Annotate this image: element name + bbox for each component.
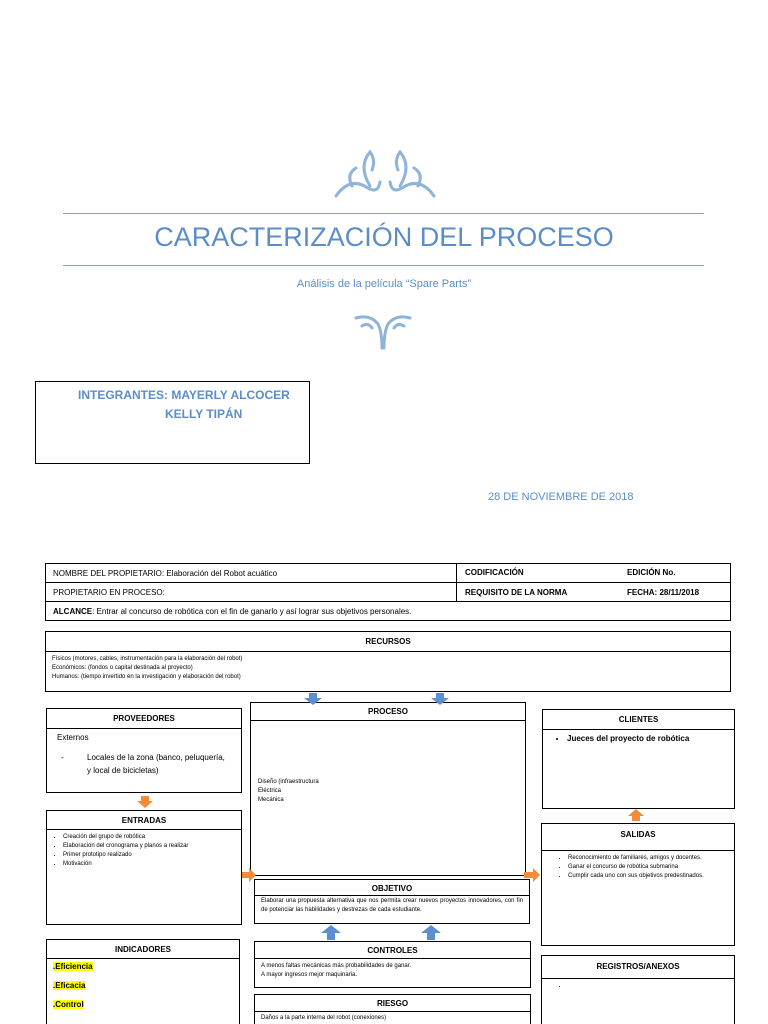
controles-box [254,941,531,988]
recursos-lines [52,655,242,682]
indicadores-divider [47,958,239,959]
recursos-title: RECURSOS [365,637,411,646]
indicadores-box [46,939,240,1024]
registros-title: REGISTROS/ANEXOS [596,962,680,971]
entradas-box [46,810,242,925]
norm-requirement-text: REQUISITO DE LA NORMA [465,588,568,597]
proveedores-title: PROVEEDORES [113,714,175,723]
report-date: 28 DE NOVIEMBRE DE 2018 [488,491,634,503]
edition-text: EDICIÓN No. [627,568,676,577]
entradas-item: • Motivación [63,860,248,869]
clientes-divider [543,729,734,730]
proveedores-group: Externos [57,733,89,742]
indicador-item: .Control [53,1000,84,1009]
scope-value: : Entrar al concurso de robótica con el fin de ganarlo y así lograr sus objetivos personales. [92,607,412,616]
proveedores-item: Locales de la zona (banco, peluquería, y local de bicicletas) [87,753,225,775]
salidas-divider [542,850,734,851]
top-rule [63,213,704,214]
proceso-line: Diseño (infraestructura [258,779,319,785]
salidas-title: SALIDAS [620,830,656,839]
registros-list [554,982,568,991]
owner-name-text: NOMBRE DEL PROPIETARIO: Elaboración del Robot acuático [53,569,278,578]
salidas-item: • Reconocimiento de familiares, amigos y docentes. [568,854,733,863]
salidas-item: • Ganar el concurso de robótica submarina [568,863,733,872]
recursos-box [45,631,731,692]
clientes-title: CLIENTES [618,715,659,724]
norm-cell [456,582,731,602]
objetivo-text: Elaborar una propuesta alternativa que nos permita crear nuevos proyectos innovadores, con fin de potenciar las habilidades y destrezas de cada estudiante. [261,898,523,913]
registros-divider [542,978,734,979]
entradas-divider [47,829,241,830]
riesgo-title: RIESGO [376,999,409,1008]
process-owner-text: PROPIETARIO EN PROCESO: [53,588,165,597]
entradas-item: • Elaboración del cronograma y planos a realizar [63,842,248,851]
proceso-divider [251,720,525,721]
scope-cell [45,601,731,621]
registros-box [541,955,735,1024]
arrow-up-icon [628,809,644,821]
controles-title: CONTROLES [367,946,418,955]
indicador-item: .Eficiencia [53,962,93,971]
recursos-line: Humanos: (tiempo invertido en la investigación y elaboración del robot) [52,674,241,680]
entradas-title: ENTRADAS [121,816,167,825]
controles-line: A mayor ingresos mejor maquinaria. [261,972,358,978]
salidas-box [541,823,735,946]
ornament-bottom-icon [352,310,414,352]
proveedores-divider [47,728,241,729]
salidas-item: • Cumplir cada uno con sus objetivos predestinados. [568,872,733,881]
clientes-list [553,734,689,743]
recursos-divider [46,651,730,652]
controles-lines [261,962,411,980]
proveedores-box [46,708,242,793]
members-label-text: INTEGRANTES: [78,388,168,402]
codification-text: CODIFICACIÓN [465,568,524,577]
riesgo-divider [255,1011,530,1012]
indicadores-title: INDICADORES [114,945,171,954]
riesgo-text: Daños a la parte interna del robot (conexiones) [261,1015,387,1021]
clientes-item: • Jueces del proyecto de robótica [567,734,689,743]
entradas-list [49,833,248,869]
salidas-list [554,854,733,881]
proceso-title: PROCESO [367,707,408,716]
members-label [78,388,290,402]
proceso-line: Eléctrica [258,788,282,794]
scope-label: ALCANCE [53,607,93,616]
indicadores-list [53,962,93,1009]
clientes-box [542,709,735,809]
page-subtitle: Análisis de la película “Spare Parts” [296,278,472,290]
proceso-line: Mecánica [258,797,284,803]
controles-line: A menos faltas mecánicas más probabilidades de ganar. [261,963,412,969]
recursos-line: Físicos (motores, cables, instrumentación para la elaboración del robot) [52,656,243,662]
objetivo-title: OBJETIVO [371,884,413,893]
arrow-up-icon [321,925,341,940]
member-name: MAYERLY ALCOCER [171,388,290,402]
page-title: CARACTERIZACIÓN DEL PROCESO [154,222,614,252]
members-box [35,381,310,464]
table-date-text: FECHA: 28/11/2018 [627,588,700,597]
arrow-down-icon [304,693,322,705]
controles-divider [255,958,530,959]
codification-cell [456,563,731,583]
entradas-item: • Creación del grupo de robótica [63,833,248,842]
indicador-item: .Eficacia [53,981,86,990]
member-name: KELLY TIPÁN [165,407,243,421]
riesgo-box [254,994,531,1024]
recursos-line: Económicos: (fondos o capital destinada al proyecto) [52,665,193,671]
proceso-box [250,702,526,876]
proveedores-dash: - [61,753,64,762]
scope-text [53,607,411,616]
objetivo-box [254,879,530,924]
bottom-rule [63,265,704,266]
owner-name-cell [45,563,457,583]
arrow-down-icon [137,796,153,808]
ornament-top-icon [330,146,440,204]
entradas-item: • Primer prototipo realizado [63,851,248,860]
proceso-lines [258,778,319,805]
arrow-right-icon [242,868,256,882]
arrow-right-icon [524,868,540,882]
objetivo-divider [255,895,529,896]
process-owner-cell [45,582,457,602]
arrow-down-icon [431,693,449,705]
arrow-up-icon [421,925,441,940]
